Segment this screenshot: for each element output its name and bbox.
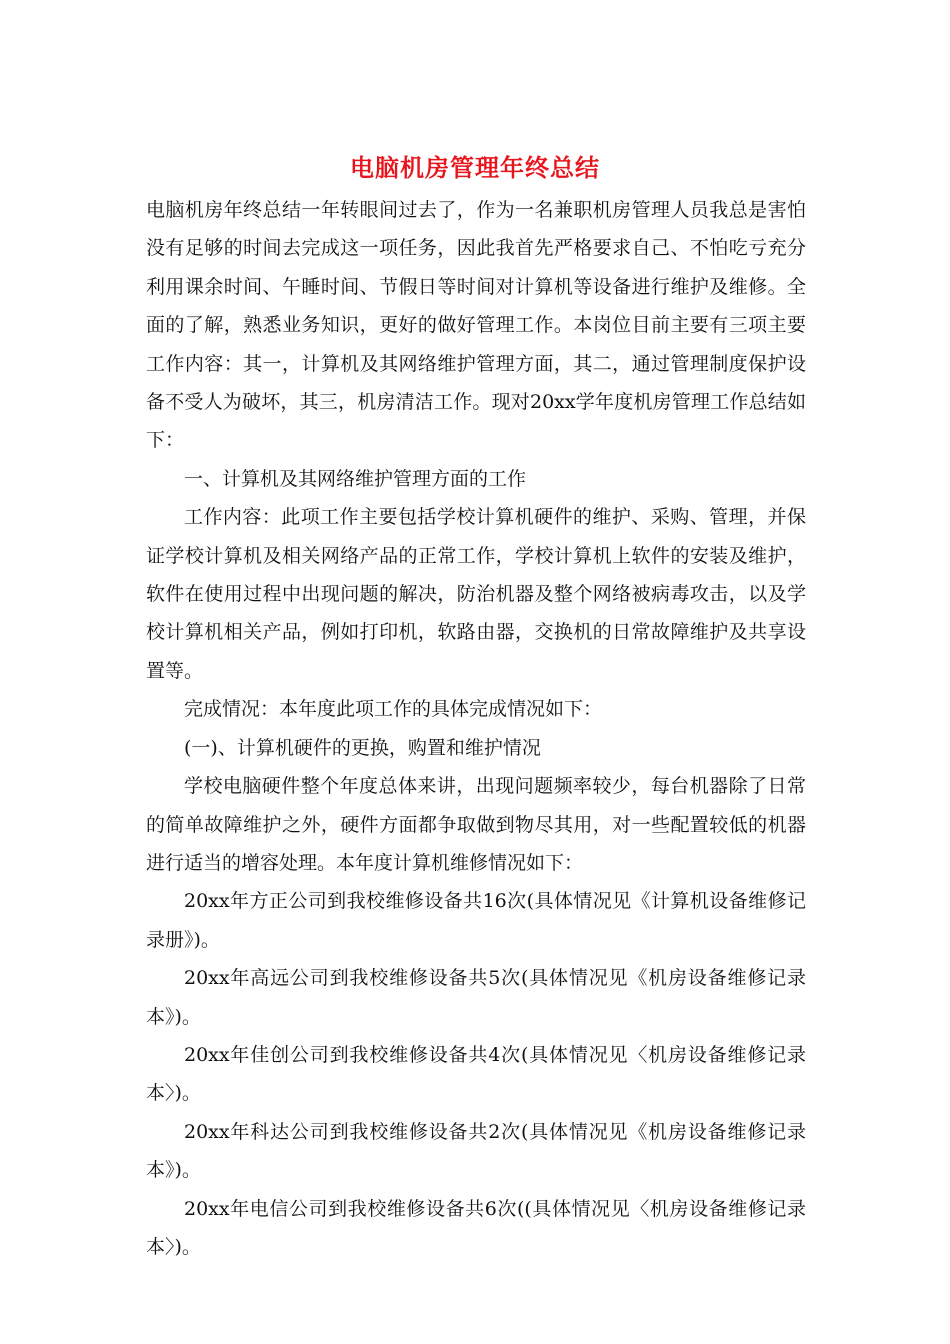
paragraph-work-content: 工作内容：此项工作主要包括学校计算机硬件的维护、采购、管理，并保证学校计算机及相关网络产品的正常工作，学校计算机上软件的安装及维护，软件在使用过程中出现问题的解决，防治机器及整个网络被病毒攻击，以及学校计算机相关产品，例如打印机，软路由器，交换机的日常故障维护及共享设置等。 <box>146 506 806 682</box>
subsection-heading-1: (一)、计算机硬件的更换，购置和维护情况 <box>184 736 541 759</box>
paragraph-hardware: 学校电脑硬件整个年度总体来讲，出现问题频率较少，每台机器除了日常的简单故障维护之外，硬件方面都争取做到物尽其用，对一些配置较低的机器进行适当的增容处理。本年度计算机维修情况如下： <box>146 775 806 874</box>
repair-record-item: 20xx年高远公司到我校维修设备共5次(具体情况见《机房设备维修记录本》)。 <box>146 967 806 1028</box>
repair-record-item: 20xx年科达公司到我校维修设备共2次(具体情况见《机房设备维修记录本》)。 <box>146 1120 806 1182</box>
document-title: 电脑机房管理年终总结 <box>350 153 600 182</box>
repair-record-item: 20xx年方正公司到我校维修设备共16次(具体情况见《计算机设备维修记录册》)。 <box>146 890 806 951</box>
document-body <box>146 191 806 1266</box>
paragraph-completion: 完成情况：本年度此项工作的具体完成情况如下： <box>184 698 603 721</box>
repair-record-item: 20xx年电信公司到我校维修设备共6次((具体情况见〈机房设备维修记录本〉)。 <box>146 1197 806 1258</box>
paragraph-intro: 电脑机房年终总结一年转眼间过去了，作为一名兼职机房管理人员我总是害怕没有足够的时间去完成这一项任务，因此我首先严格要求自己、不怕吃亏充分利用课余时间、午睡时间、节假日等时间对计算机等设备进行维护及维修。全面的了解，熟悉业务知识，更好的做好管理工作。本岗位目前主要有三项主要工作内容：其一，计算机及其网络维护管理方面，其二，通过管理制度保护设备不受人为破坏，其三，机房清洁工作。现对20xx学年度机房管理工作总结如下： <box>146 199 806 452</box>
repair-record-item: 20xx年佳创公司到我校维修设备共4次(具体情况见〈机房设备维修记录本〉)。 <box>146 1043 806 1105</box>
section-heading-1: 一、计算机及其网络维护管理方面的工作 <box>184 467 527 490</box>
